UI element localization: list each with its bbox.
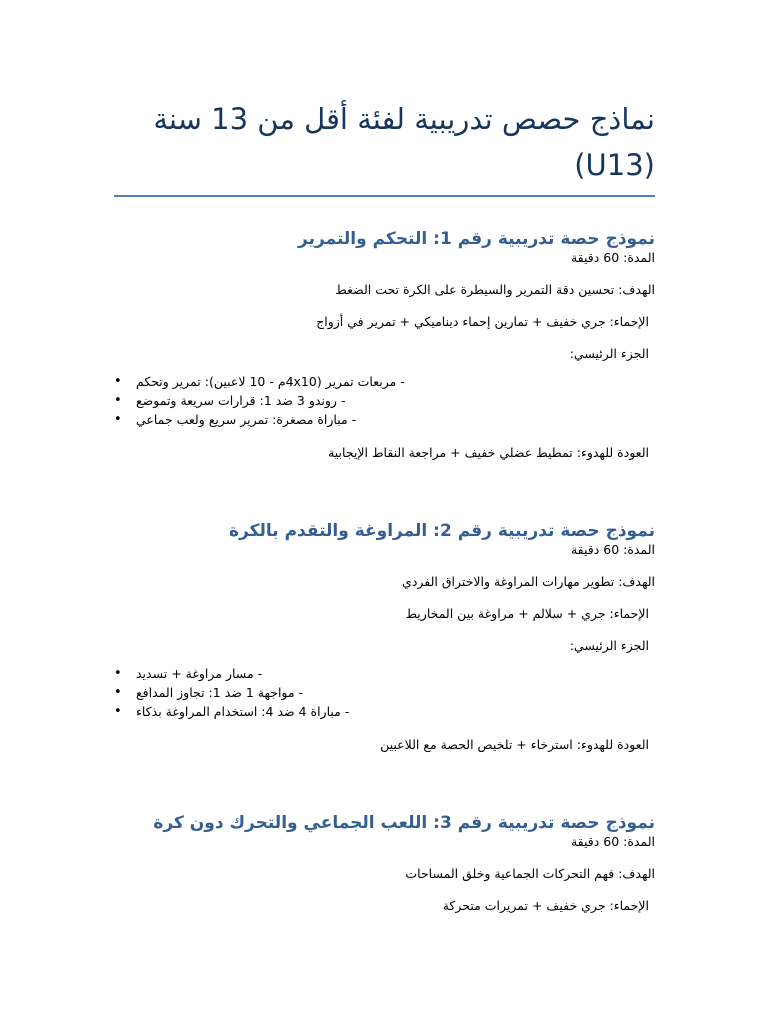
list-item: [114, 683, 655, 702]
session-cooldown: العودة للهدوء: استرخاء + تلخيص الحصة مع اللاعبين: [380, 737, 649, 752]
list-item: [114, 702, 655, 721]
session-1: [114, 229, 655, 462]
bullet-icon: •: [114, 412, 122, 427]
session-goal: الهدف: تطوير مهارات المراوغة والاختراق الفردي: [402, 574, 655, 589]
drill-text: - مباراة 4 ضد 4: استخدام المراوغة بذكاء: [136, 704, 350, 719]
session-duration: المدة: 60 دقيقة: [570, 250, 655, 265]
session-duration: المدة: 60 دقيقة: [570, 834, 655, 849]
session-heading: نموذج حصة تدريبية رقم 1: التحكم والتمرير: [298, 229, 655, 249]
session-2: [114, 521, 655, 754]
session-cooldown: العودة للهدوء: تمطيط عضلي خفيف + مراجعة النقاط الإيجابية: [328, 445, 649, 460]
session-heading: نموذج حصة تدريبية رقم 2: المراوغة والتقدم بالكرة: [229, 521, 655, 541]
list-item: [114, 664, 655, 683]
session-warmup: الإحماء: جري + سلالم + مراوغة بين المخاريط: [405, 606, 649, 621]
list-item: [114, 372, 655, 391]
list-item: [114, 391, 655, 410]
session-3: [114, 813, 655, 915]
session-duration: المدة: 60 دقيقة: [570, 542, 655, 557]
drill-list: [114, 372, 655, 429]
drill-text: - مربعات تمرير (4x10م - 10 لاعبين): تمرير وتحكم: [136, 374, 405, 389]
session-warmup: الإحماء: جري خفيف + تمريرات متحركة: [442, 898, 649, 913]
drill-list: [114, 664, 655, 721]
session-main-label: الجزء الرئيسي:: [569, 638, 649, 653]
document-title: نماذج حصص تدريبية لفئة أقل من 13 سنة (U13): [153, 102, 655, 182]
bullet-icon: •: [114, 374, 122, 389]
drill-text: - روندو 3 ضد 1: قرارات سريعة وتموضع: [136, 393, 346, 408]
drill-text: - مواجهة 1 ضد 1: تجاوز المدافع: [136, 685, 304, 700]
drill-text: - مباراة مصغرة: تمرير سريع ولعب جماعي: [136, 412, 357, 427]
bullet-icon: •: [114, 704, 122, 719]
session-heading: نموذج حصة تدريبية رقم 3: اللعب الجماعي والتحرك دون كرة: [153, 813, 655, 833]
session-main-label: الجزء الرئيسي:: [569, 346, 649, 361]
session-goal: الهدف: فهم التحركات الجماعية وخلق المساحات: [405, 866, 655, 881]
bullet-icon: •: [114, 393, 122, 408]
drill-text: - مسار مراوغة + تسديد: [136, 666, 263, 681]
list-item: [114, 410, 655, 429]
document-page: [114, 0, 655, 915]
bullet-icon: •: [114, 685, 122, 700]
bullet-icon: •: [114, 666, 122, 681]
session-goal: الهدف: تحسين دقة التمرير والسيطرة على الكرة تحت الضغط: [335, 282, 655, 297]
title-divider: [114, 195, 655, 197]
session-warmup: الإحماء: جري خفيف + تمارين إحماء ديناميكي + تمرير في أزواج: [316, 314, 649, 329]
